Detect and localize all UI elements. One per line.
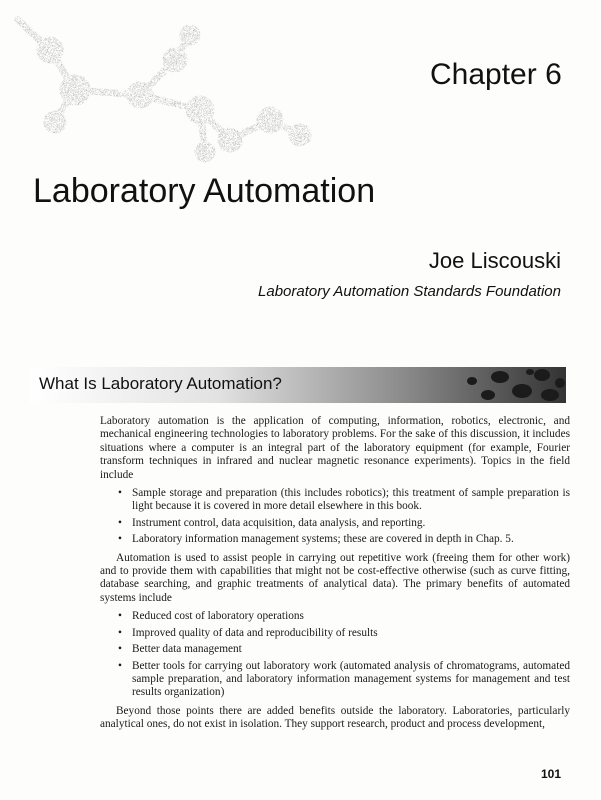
page-number: 101 [540,767,561,781]
list-item: • Laboratory information management systems; these are covered in depth in Chap. 5. [132,533,570,546]
bullet-list-2 [100,610,570,699]
list-item: • Instrument control, data acquisition, data analysis, and reporting. [132,517,570,530]
author-affiliation: Laboratory Automation Standards Foundation [258,283,561,300]
list-item: • Sample storage and preparation (this includes robotics); this treatment of sample preparation is light because it is covered in more detail elsewhere in this book. [132,487,570,514]
list-item: • Improved quality of data and reproducibility of results [132,627,570,640]
chapter-title: Laboratory Automation [33,172,376,210]
list-item: • Better tools for carrying out laboratory work (automated analysis of chromatograms, automated sample preparation, and laboratory information management systems for management and test results organization) [132,660,570,700]
body-text [100,415,570,732]
molecule-illustration [0,0,601,200]
section-heading: What Is Laboratory Automation? [39,374,282,393]
author-name: Joe Liscouski [428,248,561,273]
paragraph-3: Beyond those points there are added benefits outside the laboratory. Laboratories, particularly analytical ones, do not exist in isolation. They support research, product and process development, [100,704,570,731]
paragraph-1: Laboratory automation is the application of computing, information, robotics, electronic, and mechanical engineering technologies to laboratory problems. For the sake of this discussion, it includes situations where a computer is an integral part of the laboratory equipment (for example, Fourier transform techniques in infrared and nuclear magnetic resonance experiments). Topics in the field include [100,415,570,481]
list-item: • Better data management [132,643,570,656]
section-heading-bar [30,367,566,403]
chapter-label: Chapter 6 [430,58,562,91]
list-item: • Reduced cost of laboratory operations [132,610,570,623]
paragraph-2: Automation is used to assist people in carrying out repetitive work (freeing them for other work) and to provide them with capabilities that might not be cost-effective otherwise (such as curve fitting, database searching, and graphic treatments of analytical data). The primary benefits of automated systems include [100,551,570,604]
bullet-list-1 [100,487,570,547]
